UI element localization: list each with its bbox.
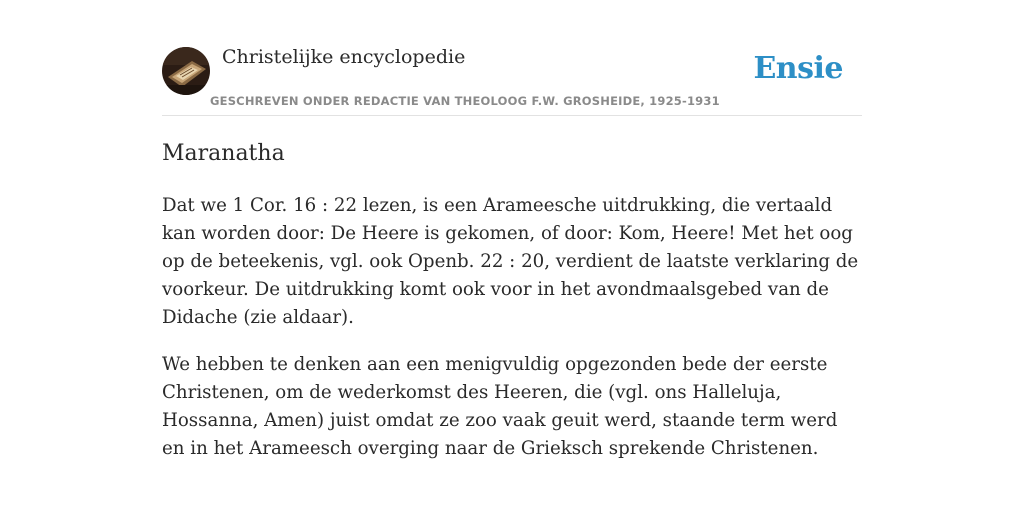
- article-title: Maranatha: [162, 141, 285, 166]
- site-header: [162, 0, 862, 116]
- brand-logo[interactable]: Ensie: [753, 51, 843, 86]
- article-paragraph: We hebben te denken aan een menigvuldig opgezonden bede der eerste Christenen, om de wederkomst des Heeren, die (vgl. ons Halleluja, Hossanna, Amen) juist omdat ze zoo vaak geuit werd, staande term werd en in het Arameesch overging naar de Grieksch sprekende Christenen.: [162, 354, 838, 459]
- site-title[interactable]: Christelijke encyclopedie: [222, 46, 466, 68]
- article-paragraph: Dat we 1 Cor. 16 : 22 lezen, is een Arameesche uitdrukking, die vertaald kan worden door: De Heere is gekomen, of door: Kom, Heere! Met het oog op de beteekenis, vgl. ook Openb. 22 : 20, verdient de laatste verklaring de voorkeur. De uitdrukking komt ook voor in het avondmaalsgebed van de Didache (zie aldaar).: [162, 195, 859, 328]
- page-container: [162, 0, 862, 459]
- site-subtitle: GESCHREVEN ONDER REDACTIE VAN THEOLOOG F.W. GROSHEIDE, 1925-1931: [210, 94, 720, 108]
- encyclopedia-avatar[interactable]: [162, 47, 210, 95]
